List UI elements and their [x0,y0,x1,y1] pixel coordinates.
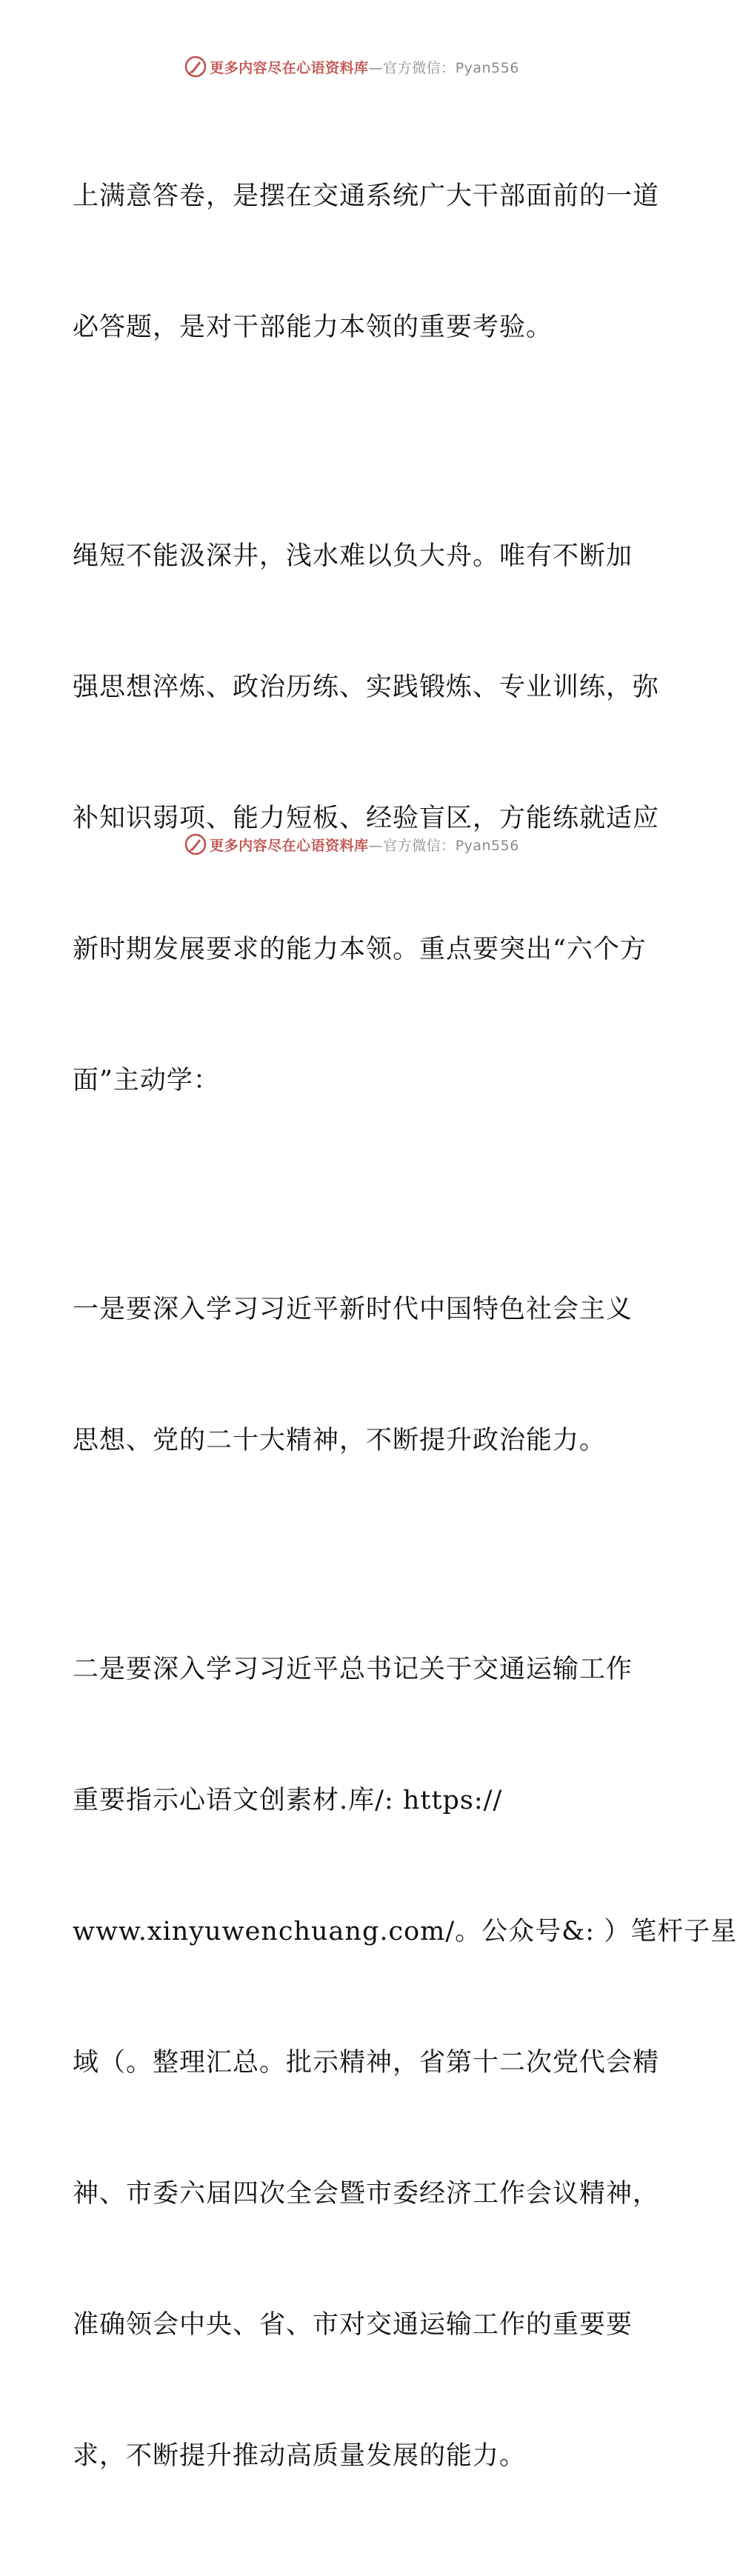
text-line: 思想、党的二十大精神，不断提升政治能力。 [73,1426,607,1455]
watermark-wechat-label: 官方微信： [383,837,456,854]
paragraph-3 [73,1201,636,1550]
text-line: 上满意答卷，是摆在交通系统广大干部面前的一道 [73,181,660,211]
text-line: 一是要深入学习习近平新时代中国特色社会主义 [73,1295,633,1324]
feather-pen-logo-icon [184,833,207,855]
paragraph-1 [73,87,660,437]
watermark-site-text: 更多内容尽在心语资料库 [210,59,369,76]
watermark-text [210,57,519,77]
text-line: 面”主动学： [73,1066,220,1095]
watermark-site-text: 更多内容尽在心语资料库 [210,837,369,854]
text-line: 强思想淬炼、政治历练、实践锻炼、专业训练，弥 [73,673,660,702]
watermark-dash: — [368,837,384,854]
document-body [73,87,737,2576]
paragraph-4 [73,1561,737,2566]
watermark-dash: — [368,59,384,76]
text-line: 必答题，是对干部能力本领的重要考验。 [73,313,553,342]
feather-pen-logo-icon [184,56,207,78]
text-line: 绳短不能汲深井，浅水难以负大舟。唯有不断加 [73,541,633,571]
watermark-wechat-label: 官方微信： [383,59,456,76]
header-watermark [0,52,704,81]
text-line: 新时期发展要求的能力本领。重点要突出“六个方 [73,935,647,964]
text-line: 神、市委六届四次全会暨市委经济工作会议精神， [73,2179,660,2209]
watermark-wechat-id: Pyan556 [455,837,519,854]
text-line: 补知识弱项、能力短板、经验盲区，方能练就适应 [73,804,660,833]
text-line: 重要指示心语文创素材.库/: https:// [73,1786,503,1815]
text-line: 求，不断提升推动高质量发展的能力。 [73,2441,527,2471]
text-line: 域（。整理汇总。批示精神，省第十二次党代会精 [73,2048,660,2078]
paragraph-2 [73,447,660,1190]
text-line: 准确领会中央、省、市对交通运输工作的重要要 [73,2310,633,2340]
watermark-text [210,835,519,855]
text-line: 二是要深入学习习近平总书记关于交通运输工作 [73,1655,633,1684]
watermark-wechat-id: Pyan556 [455,59,519,76]
footer-watermark [0,830,704,859]
text-line: www.xinyuwenchuang.com/。公众号&: ）笔杆子星 [73,1917,737,1946]
